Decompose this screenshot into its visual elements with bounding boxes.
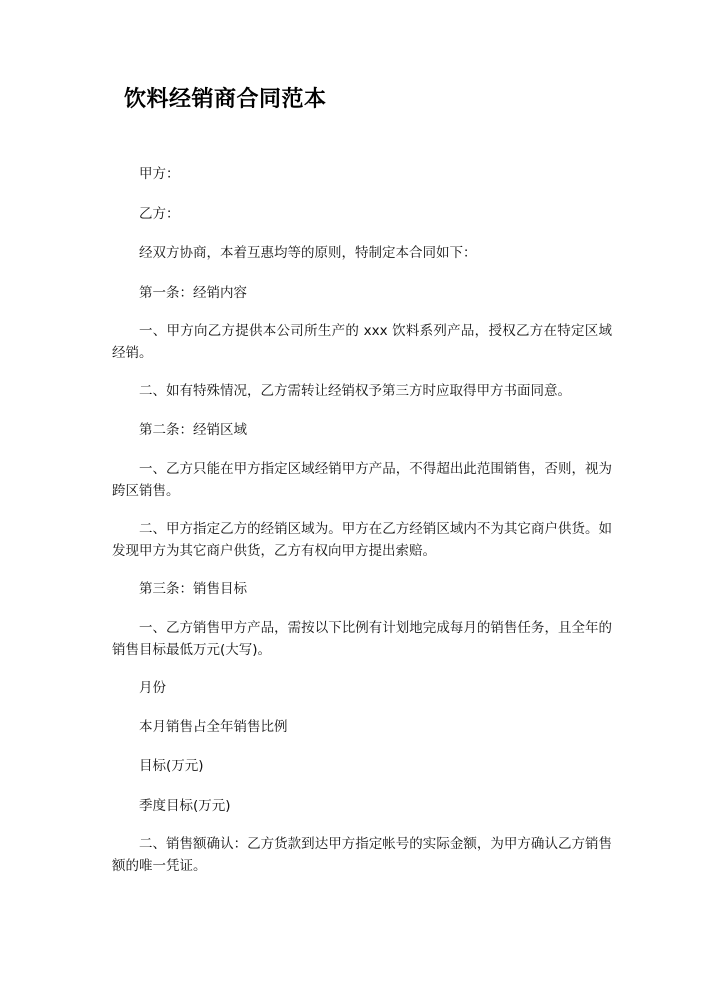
article-2-clause-2: 二、甲方指定乙方的经销区域为。甲方在乙方经销区域内不为其它商户供货。如发现甲方为其它商户供货，乙方有权向甲方提出索赔。: [112, 521, 612, 559]
preamble-paragraph: 经双方协商，本着互惠均等的原则，特制定本合同如下：: [139, 245, 477, 261]
party-a-line: 甲方：: [139, 166, 180, 182]
party-b-line: 乙方：: [139, 206, 180, 222]
article-1-heading: 第一条：经销内容: [139, 285, 247, 301]
table-header-ratio: 本月销售占全年销售比例: [139, 719, 288, 735]
article-1-clause-1: 一、甲方向乙方提供本公司所生产的 xxx 饮料系列产品，授权乙方在特定区域经销。: [112, 323, 612, 361]
article-3-clause-2: 二、销售额确认：乙方货款到达甲方指定帐号的实际金额，为甲方确认乙方销售额的唯一凭证。: [112, 836, 612, 874]
table-header-quarter-target: 季度目标(万元): [139, 798, 231, 814]
document-title: 饮料经销商合同范本: [124, 86, 327, 112]
article-3-clause-1: 一、乙方销售甲方产品，需按以下比例有计划地完成每月的销售任务，且全年的销售目标最低万元(大写)。: [112, 620, 612, 658]
article-1-clause-2: 二、如有特殊情况，乙方需转让经销权予第三方时应取得甲方书面同意。: [139, 383, 571, 399]
table-header-month: 月份: [139, 680, 166, 696]
article-2-clause-1: 一、乙方只能在甲方指定区域经销甲方产品，不得超出此范围销售，否则，视为跨区销售。: [112, 461, 612, 499]
article-3-heading: 第三条：销售目标: [139, 581, 247, 597]
table-header-target: 目标(万元): [139, 758, 204, 774]
article-2-heading: 第二条：经销区域: [139, 422, 247, 438]
